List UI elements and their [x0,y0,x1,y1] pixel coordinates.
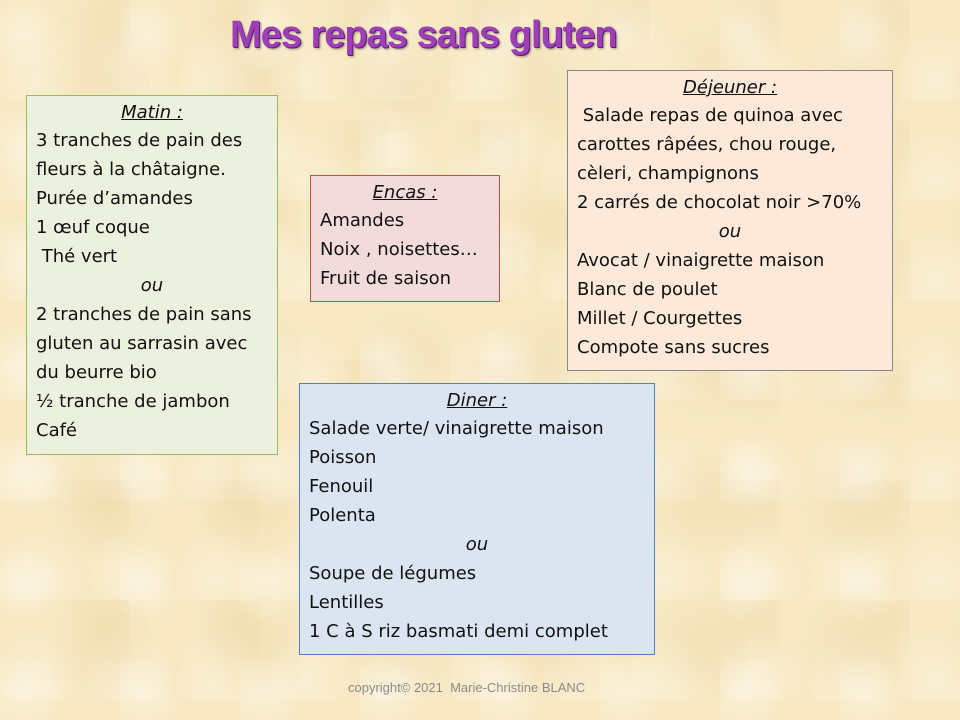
diner-line: Salade verte/ vinaigrette maison [309,418,604,439]
dejeuner-box [567,70,893,371]
matin-line: 1 œuf coque [36,217,150,238]
diner-heading: Diner : [446,390,508,411]
diner-line: Soupe de légumes [309,563,477,584]
copyright-notice: copyright© 2021 Marie-Christine BLANC [348,680,586,695]
dejeuner-line: Compote sans sucres [577,337,770,358]
diner-line: 1 C à S riz basmati demi complet [309,621,608,642]
matin-line: Café [36,420,78,441]
diner-line: Lentilles [309,592,384,613]
dejeuner-line: carottes râpées, chou rouge, [577,134,837,155]
dejeuner-or: ou [718,221,742,242]
encas-line: Amandes [320,210,405,231]
page-title: Mes repas sans gluten [230,14,617,56]
dejeuner-line: Millet / Courgettes [577,308,743,329]
dejeuner-line: cèleri, champignons [577,163,759,184]
matin-line: Thé vert [36,246,118,267]
encas-box [310,175,500,302]
matin-line: du beurre bio [36,362,157,383]
dejeuner-heading: Déjeuner : [682,77,778,98]
dejeuner-line: 2 carrés de chocolat noir >70% [577,192,862,213]
matin-line: fleurs à la châtaigne. [36,159,226,180]
encas-line: Fruit de saison [320,268,452,289]
encas-line: Noix , noisettes… [320,239,478,260]
matin-or: ou [140,275,164,296]
matin-line: ½ tranche de jambon [36,391,230,412]
diner-line: Poisson [309,447,377,468]
dejeuner-line: Salade repas de quinoa avec [577,105,843,126]
matin-line: Purée d’amandes [36,188,193,209]
matin-line: 3 tranches de pain des [36,130,243,151]
diner-or: ou [465,534,489,555]
matin-line: 2 tranches de pain sans [36,304,252,325]
dejeuner-line: Avocat / vinaigrette maison [577,250,825,271]
dejeuner-line: Blanc de poulet [577,279,718,300]
matin-box [26,95,278,455]
matin-heading: Matin : [121,102,183,123]
matin-line: gluten au sarrasin avec [36,333,248,354]
diner-line: Fenouil [309,476,374,497]
encas-heading: Encas : [372,182,438,203]
diner-box [299,383,655,655]
diner-line: Polenta [309,505,376,526]
